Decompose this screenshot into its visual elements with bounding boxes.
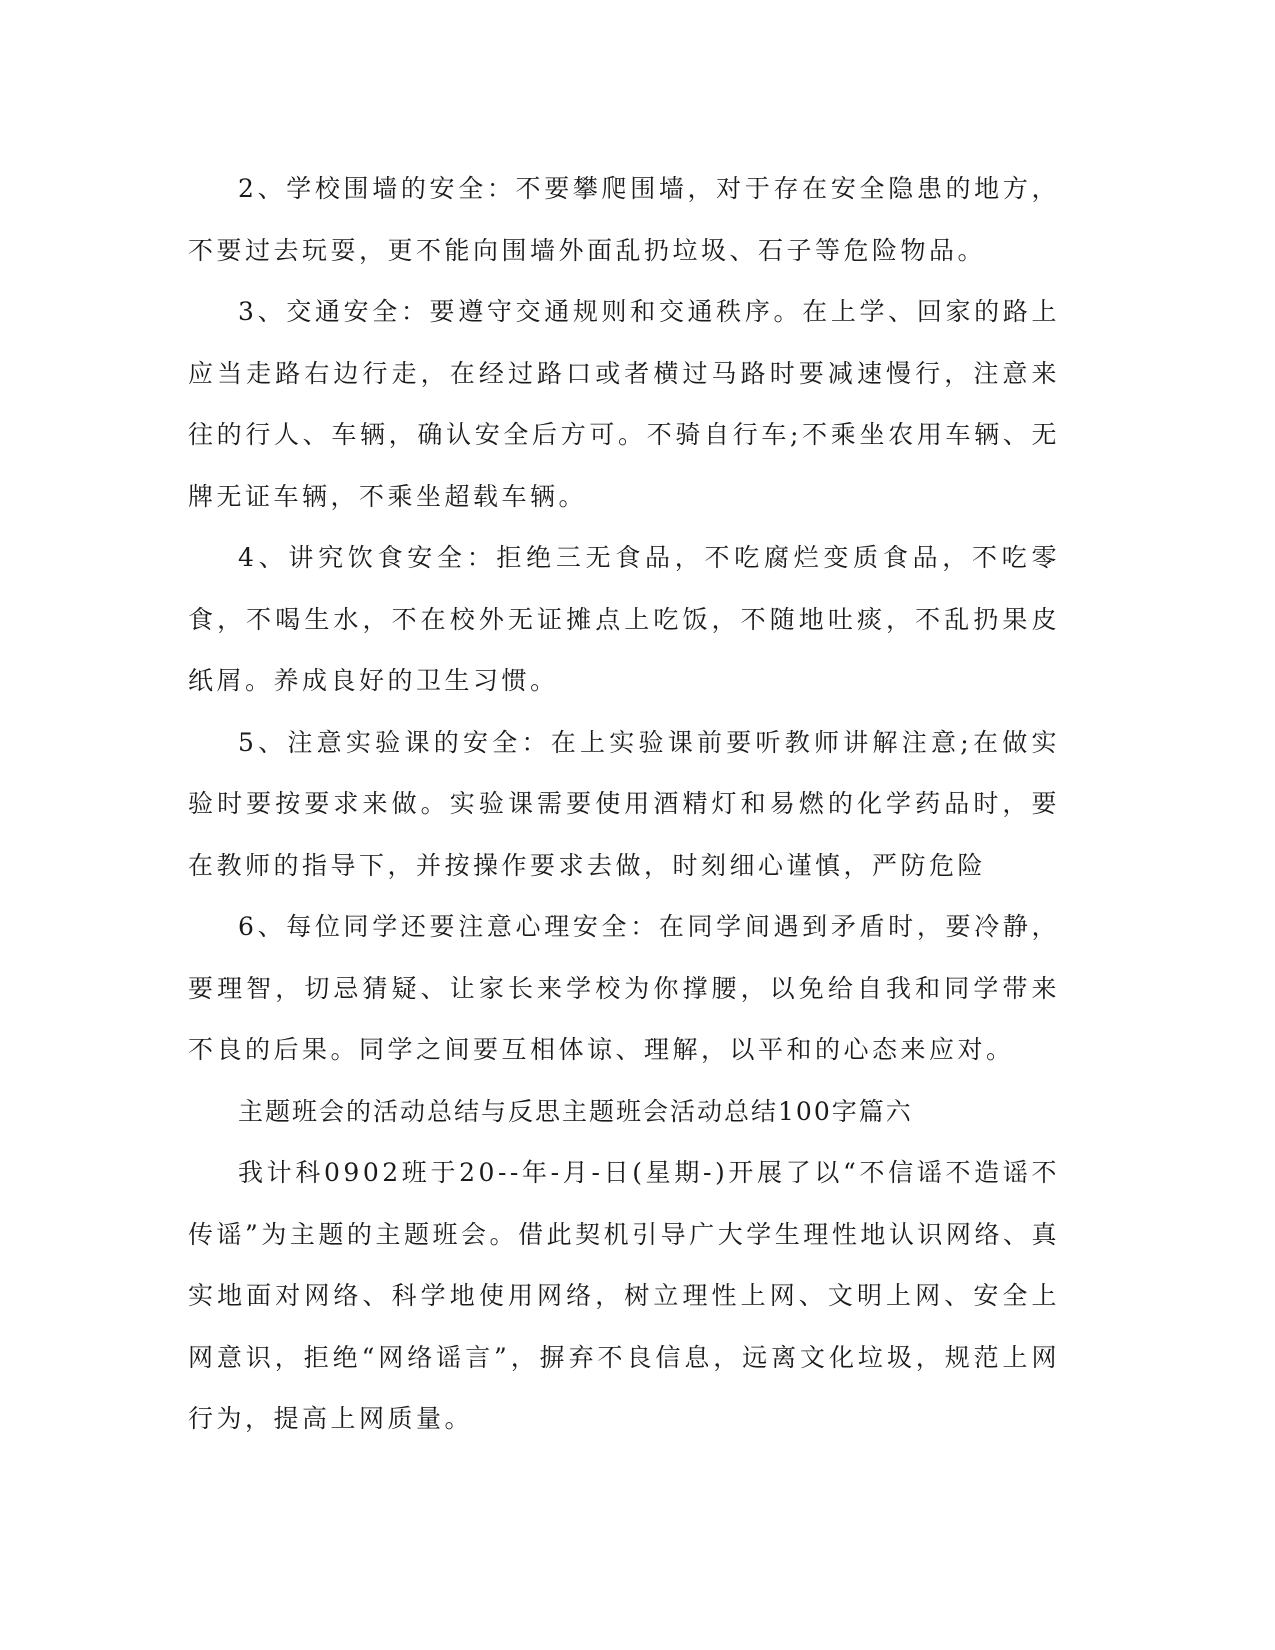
paragraph-mental-safety: 6、每位同学还要注意心理安全：在同学间遇到矛盾时，要冷静，要理智，切忌猜疑、让家长来学校为你撑腰，以免给自我和同学带来不良的后果。同学之间要互相体谅、理解，以平和的心态来应对。 [188, 912, 1060, 1064]
paragraph-campus-wall-safety: 2、学校围墙的安全：不要攀爬围墙，对于存在安全隐患的地方，不要过去玩耍，更不能向围墙外面乱扔垃圾、石子等危险物品。 [188, 174, 1060, 265]
paragraph-traffic-safety: 3、交通安全：要遵守交通规则和交通秩序。在上学、回家的路上应当走路右边行走，在经过路口或者横过马路时要减速慢行，注意来往的行人、车辆，确认安全后方可。不骑自行车;不乘坐农用车辆、无牌无证车辆，不乘坐超载车辆。 [188, 297, 1060, 511]
section-heading: 主题班会的活动总结与反思主题班会活动总结100字篇六 [238, 1096, 913, 1126]
document-body [188, 158, 1060, 1450]
paragraph-food-safety: 4、讲究饮食安全：拒绝三无食品，不吃腐烂变质食品，不吃零食，不喝生水，不在校外无证摊点上吃饭，不随地吐痰，不乱扔果皮纸屑。养成良好的卫生习惯。 [188, 543, 1060, 695]
paragraph-class-meeting-intro: 我计科0902班于20--年-月-日(星期-)开展了以“不信谣不造谣不传谣”为主题的主题班会。借此契机引导广大学生理性地认识网络、真实地面对网络、科学地使用网络，树立理性上网、文明上网、安全上网意识，拒绝“网络谣言”，摒弃不良信息，远离文化垃圾，规范上网行为，提高上网质量。 [188, 1158, 1060, 1433]
paragraph-lab-safety: 5、注意实验课的安全：在上实验课前要听教师讲解注意;在做实验时要按要求来做。实验课需要使用酒精灯和易燃的化学药品时，要在教师的指导下，并按操作要求去做，时刻细心谨慎，严防危险 [188, 727, 1060, 880]
